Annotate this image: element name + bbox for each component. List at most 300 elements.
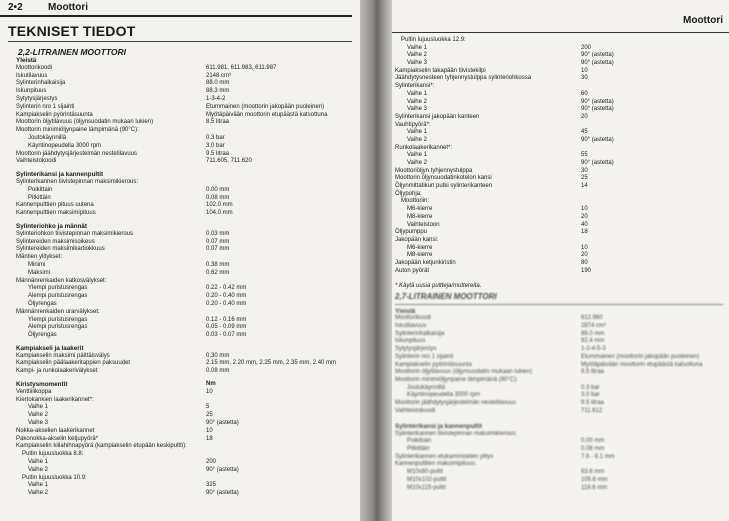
spec-label: Kampiakselin maksimi päittäisvälys bbox=[16, 352, 110, 359]
spec-label: Sylinterinhalkaisija bbox=[16, 80, 66, 87]
spec-value: 10 bbox=[581, 67, 588, 74]
spec-label: Kampi- ja runkolaakerivälykset bbox=[16, 368, 98, 375]
spec-value: Etummainen (moottorin jakopään puoleinen) bbox=[581, 353, 700, 360]
spec-value: 0.08 mm bbox=[581, 446, 605, 453]
spec-row bbox=[395, 283, 725, 291]
section-heading: 2,2-LITRAINEN MOOTTORI bbox=[18, 47, 126, 57]
spec-value: 0.07 mm bbox=[206, 246, 230, 253]
spec-value: 325 bbox=[206, 482, 217, 489]
spec-value: 200 bbox=[206, 459, 217, 466]
spec-row bbox=[16, 127, 356, 135]
spec-value: 711.605, 711.620 bbox=[206, 158, 252, 165]
spec-value: 0.3 bar bbox=[581, 384, 600, 391]
spec-row bbox=[395, 45, 725, 53]
spec-row bbox=[395, 454, 725, 462]
spec-row bbox=[16, 420, 356, 428]
spec-row bbox=[16, 158, 356, 166]
spec-row bbox=[16, 231, 356, 239]
spec-row bbox=[395, 214, 725, 222]
spec-label: Vaihe 1 bbox=[28, 404, 48, 411]
spec-label: Pitkittäin bbox=[28, 194, 51, 201]
spec-row bbox=[16, 332, 356, 340]
spec-row bbox=[395, 392, 725, 400]
spec-row bbox=[16, 104, 356, 112]
spec-value: 90° (astetta) bbox=[206, 420, 239, 427]
spec-value: 0.03 mm bbox=[206, 230, 230, 237]
spec-value: 7.6 - 8.1 mm bbox=[581, 453, 615, 460]
row-spacer bbox=[395, 415, 725, 423]
spec-label: Poikittain bbox=[28, 186, 53, 193]
spec-value: 9.5 litraa bbox=[206, 150, 230, 157]
spec-value: 90° (astetta) bbox=[581, 106, 614, 113]
spec-row bbox=[16, 397, 356, 405]
row-spacer bbox=[395, 275, 725, 283]
spec-label: Iskutilavuus bbox=[395, 323, 427, 330]
spec-value: 90° (astetta) bbox=[581, 60, 614, 67]
spec-label: Vaihe 3 bbox=[407, 60, 427, 67]
spec-label: Vaihe 2 bbox=[28, 490, 48, 497]
spec-row bbox=[395, 183, 725, 191]
spec-row bbox=[395, 137, 725, 145]
section-rule-2 bbox=[395, 304, 723, 305]
torque-list bbox=[395, 37, 725, 291]
spec-value: 104.0 mm bbox=[206, 210, 233, 217]
spec-row bbox=[16, 389, 356, 397]
spec-label: Kampiakselin pyörintäsuunta bbox=[16, 111, 93, 118]
right-page bbox=[392, 0, 729, 521]
spec-row bbox=[395, 377, 725, 385]
spec-label: Moottorin jäähdytysjärjestelmän nestetilavuus bbox=[395, 399, 517, 406]
spec-row bbox=[395, 315, 725, 323]
spec-value: 711.612 bbox=[581, 407, 603, 414]
spec-label: Kampiakselin pyörintäsuunta bbox=[395, 361, 472, 368]
spec-value: 30 bbox=[581, 75, 588, 82]
spec-label: Vaihteistokoodi bbox=[16, 158, 57, 165]
subsection-heading bbox=[16, 381, 356, 389]
spec-value: 92.4 mm bbox=[581, 338, 605, 345]
subsection-heading bbox=[395, 423, 725, 431]
spec-label: Maksimi bbox=[28, 269, 50, 276]
spec-row bbox=[16, 360, 356, 368]
spec-value: 2.15 mm, 2.20 mm, 2.25 mm, 2.35 mm, 2.40 mm bbox=[206, 360, 337, 367]
spec-label: Pultin lujuusluokka 12.9: bbox=[401, 37, 466, 43]
spec-row bbox=[16, 270, 356, 278]
spec-label: Öljyrengas bbox=[28, 332, 57, 339]
spec-row bbox=[16, 490, 356, 498]
spec-list bbox=[16, 57, 356, 498]
spec-row bbox=[16, 309, 356, 317]
spec-label: Iskutilavuus bbox=[16, 72, 48, 79]
unit-header: Nm bbox=[206, 381, 216, 388]
spec-label: Vauhtipyörä*: bbox=[395, 121, 431, 128]
spec-row bbox=[16, 317, 356, 325]
spec-list-right bbox=[395, 37, 725, 492]
spec-label: Joutokäynnillä bbox=[28, 134, 67, 141]
chapter-title: Moottori bbox=[48, 2, 88, 13]
spec-value: 0.12 - 0.16 mm bbox=[206, 316, 247, 323]
subsection-title: Sylinteriohko ja männät bbox=[16, 222, 88, 230]
spec-row bbox=[16, 353, 356, 361]
spec-label: Kampiakselin kiilahihnapyörä (kampiakselin etupään keskipultti): bbox=[16, 443, 187, 450]
spec-row bbox=[16, 262, 356, 270]
spec-row bbox=[395, 198, 725, 206]
spec-value: Myötäpäivään moottorin etupäästä katsottuna bbox=[206, 111, 328, 118]
spec-label: Sylinterinhalkaisija bbox=[395, 330, 445, 337]
spec-label: Öljyrengas bbox=[28, 300, 57, 307]
spec-value: 2874 cm³ bbox=[581, 323, 607, 330]
spec-value: 55 bbox=[581, 152, 588, 159]
spec-label: Ylempi puristusrengas bbox=[28, 316, 88, 323]
spec-row bbox=[16, 404, 356, 412]
spec-row bbox=[395, 469, 725, 477]
spec-label: Moottorin öljynsuodatinkotelon kansi bbox=[395, 175, 492, 182]
spec-label: Sylinterin nro 1 sijainti bbox=[395, 353, 454, 360]
spec-label: Kampiakselin takapään tiivistekilpi bbox=[395, 67, 486, 74]
spec-label: Moottorin minimiöljynpaine lämpimänä (90°C): bbox=[395, 376, 518, 383]
spec-label: Vaihe 2 bbox=[407, 136, 427, 143]
spec-label: Sylinterikansi*: bbox=[395, 83, 435, 90]
spec-label: Jakopään kansi: bbox=[395, 236, 439, 243]
spec-label: Moottorikoodi bbox=[395, 315, 432, 322]
spec-value: 190 bbox=[581, 267, 592, 274]
spec-label: Alempi puristusrengas bbox=[28, 293, 88, 300]
spec-row bbox=[395, 206, 725, 214]
spec-label: Kiertokankien laakerikannet*: bbox=[16, 396, 94, 403]
spec-value: Etummainen (moottorin jakopään puoleinen) bbox=[206, 103, 325, 110]
spec-row bbox=[395, 168, 725, 176]
spec-value: 0.03 - 0.07 mm bbox=[206, 332, 247, 339]
spec-row bbox=[395, 438, 725, 446]
spec-row bbox=[16, 80, 356, 88]
spec-label: Ylempi puristusrengas bbox=[28, 285, 88, 292]
spec-row bbox=[16, 285, 356, 293]
spec-row bbox=[395, 83, 725, 91]
spec-row bbox=[395, 122, 725, 130]
spec-label: Iskunpituus bbox=[16, 88, 47, 95]
subsection-heading bbox=[16, 57, 356, 65]
spec-label: Moottoriöljyn tyhjennystulppa bbox=[395, 167, 473, 174]
spec-row bbox=[395, 106, 725, 114]
spec-value: 9.5 litraa bbox=[581, 399, 605, 406]
spec-value: 40 bbox=[581, 221, 588, 228]
spec-label: Sylinterikansi jakopään kanteen bbox=[395, 113, 480, 120]
spec-label: Pitkittäin bbox=[407, 446, 430, 453]
spec-value: 5 bbox=[206, 404, 210, 411]
subsection-heading bbox=[16, 223, 356, 231]
spec-row bbox=[395, 99, 725, 107]
spec-label: Runkolaakerikannet*: bbox=[395, 144, 453, 151]
spec-label: Käyntinopeudella 3000 rpm bbox=[407, 392, 481, 399]
spec-label: M6-kierre bbox=[407, 206, 433, 213]
spec-value: 0.00 mm bbox=[581, 438, 605, 445]
spec-row bbox=[395, 431, 725, 439]
spec-value: 0.08 mm bbox=[206, 194, 230, 201]
spec-value: 90° (astetta) bbox=[206, 466, 239, 473]
spec-row bbox=[395, 338, 725, 346]
spec-row bbox=[395, 362, 725, 370]
spec-row bbox=[16, 436, 356, 444]
spec-label: Vaihe 3 bbox=[407, 106, 427, 113]
spec-value: 1-2-4-5-3 bbox=[581, 346, 606, 353]
spec-row bbox=[395, 323, 725, 331]
spec-row bbox=[16, 412, 356, 420]
spec-label: Öljynmittatikun putki sylinterikanteen bbox=[395, 183, 493, 190]
title-rule bbox=[8, 41, 352, 42]
book-gutter bbox=[360, 0, 394, 521]
spec-value: 20 bbox=[581, 252, 588, 259]
spec-row bbox=[395, 114, 725, 122]
spec-row bbox=[16, 239, 356, 247]
spec-label: Moottorin öljytilavuus (öljynsuodatin mukaan lukien) bbox=[16, 119, 154, 126]
spec-label: Poikittain bbox=[407, 438, 432, 445]
spec-row bbox=[395, 245, 725, 253]
spec-value: 8.5 litraa bbox=[206, 119, 230, 126]
spec-value: 20 bbox=[581, 213, 588, 220]
spec-value: 90° (astetta) bbox=[581, 98, 614, 105]
spec-row bbox=[16, 467, 356, 475]
spec-value: 18 bbox=[206, 435, 213, 442]
spec-label: Sylinteriohkon tiivistepinnan maksimikierous bbox=[16, 230, 134, 237]
spec-value: 0.20 - 0.40 mm bbox=[206, 300, 247, 307]
spec-label: Moottoriin: bbox=[401, 198, 430, 205]
spec-row bbox=[16, 443, 356, 451]
spec-label: Vaihe 1 bbox=[407, 90, 427, 97]
spec-value: 0.22 - 0.42 mm bbox=[206, 285, 247, 292]
spec-row bbox=[395, 60, 725, 68]
spec-row bbox=[16, 143, 356, 151]
spec-value: 9.5 litraa bbox=[581, 369, 605, 376]
spec-value: 0.05 - 0.09 mm bbox=[206, 324, 247, 331]
spec-row bbox=[395, 461, 725, 469]
spec-value: 80 bbox=[581, 259, 588, 266]
spec-label: Vaihe 1 bbox=[28, 459, 48, 466]
spec-value: 0.3 bar bbox=[206, 134, 225, 141]
spec-row bbox=[16, 119, 356, 127]
spec-label: Joutokäynnillä bbox=[407, 384, 446, 391]
spec-label: Jäähdytysnesteen tyhjennystulppa sylinteriohkossa bbox=[395, 75, 532, 82]
spec-value: 0.38 mm bbox=[206, 261, 230, 268]
page-header bbox=[0, 2, 352, 17]
spec-value: 45 bbox=[581, 129, 588, 136]
spec-row bbox=[395, 485, 725, 493]
spec-row bbox=[16, 179, 356, 187]
spec-label: Vaihteistokoodi bbox=[395, 407, 436, 414]
spec-row bbox=[16, 451, 356, 459]
section-heading-2: 2,7-LITRAINEN MOOTTORI bbox=[395, 291, 497, 301]
spec-value: 90° (astetta) bbox=[581, 136, 614, 143]
spec-label: Käyntinopeudella 3000 rpm bbox=[28, 142, 102, 149]
spec-value: 88.0 mm bbox=[206, 80, 230, 87]
spec-label: M8-kierre bbox=[407, 252, 433, 259]
page-header-right bbox=[392, 10, 729, 33]
spec-row bbox=[16, 210, 356, 218]
subsection-heading bbox=[395, 308, 725, 316]
spec-row bbox=[395, 68, 725, 76]
spec-row bbox=[16, 482, 356, 490]
spec-value: 3.0 bar bbox=[581, 392, 600, 399]
spec-row bbox=[16, 96, 356, 104]
spec-label: Vaihe 2 bbox=[28, 412, 48, 419]
spec-row bbox=[395, 91, 725, 99]
spec-row bbox=[395, 229, 725, 237]
spec-label: Moottorin öljytilavuus (öljynsuodatin mukaan lukien) bbox=[395, 369, 533, 376]
spec-row bbox=[395, 408, 725, 416]
subsection-title: Yleistä bbox=[395, 307, 416, 315]
spec-value: 60 bbox=[581, 90, 588, 97]
spec-row bbox=[395, 369, 725, 377]
spec-label: Pultin lujuusluokka 10.9: bbox=[22, 474, 87, 481]
spec-label: Sylinterikannen tiivistepinnan maksimikierous: bbox=[395, 430, 518, 437]
spec-label: Iskunpituus bbox=[395, 338, 426, 345]
spec-label: Kannenpulttien maksimipituus bbox=[16, 210, 96, 217]
spec-value: 0.20 - 0.40 mm bbox=[206, 293, 247, 300]
spec-label: Sylinterikannen etukammioiden ylitys bbox=[395, 453, 494, 460]
spec-row bbox=[395, 346, 725, 354]
spec-label: Sylintereiden maksimikartiokkuus bbox=[16, 246, 105, 253]
spec-value: 83.6 mm bbox=[581, 469, 605, 476]
spec-label: Jakopään ketjunkiristin bbox=[395, 259, 456, 266]
footnote: * Käytä uusia pultteja/muttereita. bbox=[395, 283, 482, 289]
spec-label: Minimi bbox=[28, 261, 46, 268]
spec-value: 611.981, 611.983, 611.987 bbox=[206, 64, 277, 71]
spec-row bbox=[16, 246, 356, 254]
spec-row bbox=[395, 331, 725, 339]
subsection-title: Kiristysmomentit bbox=[16, 381, 68, 389]
spec-label: Sylinterikannen tiivistepinnan maksimikierous: bbox=[16, 178, 139, 185]
spec-label: Männänrenkaiden urarvälykset: bbox=[16, 308, 100, 315]
spec-row bbox=[16, 135, 356, 143]
spec-label: Pakonokka-akselin ketjupyörä* bbox=[16, 435, 99, 442]
spec-row bbox=[395, 160, 725, 168]
spec-label: Pultin lujuusluokka 8.8: bbox=[22, 451, 84, 458]
spec-list-2 bbox=[395, 308, 725, 493]
spec-label: Sylinterin nro 1 sijainti bbox=[16, 103, 75, 110]
spec-label: Mäntien ylitykset: bbox=[16, 254, 63, 261]
spec-row bbox=[395, 191, 725, 199]
spec-row bbox=[395, 75, 725, 83]
spec-label: Vaihe 1 bbox=[407, 44, 427, 51]
spec-row bbox=[16, 195, 356, 203]
spec-row bbox=[395, 268, 725, 276]
spec-row bbox=[395, 175, 725, 183]
spec-row bbox=[395, 400, 725, 408]
spec-row bbox=[395, 446, 725, 454]
spec-row bbox=[16, 202, 356, 210]
spec-value: 10 bbox=[581, 206, 588, 213]
spec-row bbox=[16, 73, 356, 81]
spec-value: 200 bbox=[581, 44, 592, 51]
subsection-title: Sylinterikansi ja kannenpultit bbox=[16, 171, 104, 179]
spec-value: Myötäpäivään moottorin etupäästä katsottuna bbox=[581, 361, 703, 368]
spec-value: 0.00 mm bbox=[206, 186, 230, 193]
spec-label: Sylintereiden maksimisoikeus bbox=[16, 238, 95, 245]
spec-label: Männänrenkaiden katkosvälykset: bbox=[16, 277, 107, 284]
page-title: TEKNISET TIEDOT bbox=[8, 23, 136, 39]
spec-value: 3.0 bar bbox=[206, 142, 225, 149]
spec-row bbox=[16, 187, 356, 195]
spec-row bbox=[16, 301, 356, 309]
spec-row bbox=[16, 112, 356, 120]
spec-label: M10x80-pultit bbox=[407, 469, 444, 476]
spec-value: 14 bbox=[581, 183, 588, 190]
spec-label: Öljypohja: bbox=[395, 190, 422, 197]
spec-row bbox=[16, 459, 356, 467]
spec-row bbox=[395, 252, 725, 260]
spec-row bbox=[395, 354, 725, 362]
subsection-title: Yleistä bbox=[16, 57, 37, 64]
spec-value: 0.62 mm bbox=[206, 269, 230, 276]
spec-label: Kampiakselin päälaakeritappien paksuudet bbox=[16, 360, 131, 367]
spec-row bbox=[395, 37, 725, 45]
spec-row bbox=[395, 237, 725, 245]
subsection-title: Sylinterikansi ja kannenpultit bbox=[395, 423, 483, 430]
spec-row bbox=[395, 260, 725, 268]
spec-label: Kannenpulttien maksimipituus: bbox=[395, 461, 477, 468]
spec-row bbox=[16, 293, 356, 301]
spec-label: M6-kierre bbox=[407, 244, 433, 251]
spec-value: 25 bbox=[581, 175, 588, 182]
spec-value: 25 bbox=[206, 412, 213, 419]
spec-row bbox=[16, 65, 356, 73]
spec-row bbox=[16, 475, 356, 483]
spec-row bbox=[16, 368, 356, 376]
spec-row bbox=[395, 477, 725, 485]
spec-label: Venttiilikoppa bbox=[16, 388, 52, 395]
spec-value: 102.0 mm bbox=[206, 202, 233, 209]
spec-value: 0.07 mm bbox=[206, 238, 230, 245]
spec-row bbox=[395, 385, 725, 393]
spec-label: Vaihe 1 bbox=[407, 129, 427, 136]
spec-label: Vaihteistoon bbox=[407, 221, 440, 228]
spec-label: Vaihe 1 bbox=[407, 152, 427, 159]
spec-label: Nokka-akselien laakerikannet bbox=[16, 427, 95, 434]
spec-label: Vaihe 2 bbox=[407, 98, 427, 105]
spec-value: 612.960 bbox=[581, 315, 603, 322]
spec-value: 89.0 mm bbox=[581, 330, 605, 337]
spec-row bbox=[16, 88, 356, 96]
spec-value: 90° (astetta) bbox=[581, 52, 614, 59]
spec-value: 0.30 mm bbox=[206, 352, 230, 359]
spec-value: 18 bbox=[581, 229, 588, 236]
spec-label: Vaihe 2 bbox=[28, 466, 48, 473]
spec-label: Moottorikoodi bbox=[16, 64, 53, 71]
spec-value: 118.6 mm bbox=[581, 484, 608, 491]
spec-row bbox=[395, 52, 725, 60]
spec-label: Moottorin minimiöljynpaine lämpimänä (90°C): bbox=[16, 127, 139, 134]
spec-label: Kannenpulttien pituus uutena bbox=[16, 202, 94, 209]
spec-value: 20 bbox=[581, 113, 588, 120]
spec-label: Alempi puristusrengas bbox=[28, 324, 88, 331]
spec-value: 2148 cm³ bbox=[206, 72, 232, 79]
spec-label: Sytytysjärjestys bbox=[16, 95, 58, 102]
spec-label: Vaihe 1 bbox=[28, 482, 48, 489]
spec-label: Vaihe 2 bbox=[407, 160, 427, 166]
spec-value: 30 bbox=[581, 167, 588, 174]
spec-row bbox=[395, 145, 725, 153]
chapter-title-right: Moottori bbox=[683, 15, 723, 26]
spec-value: 10 bbox=[206, 388, 213, 395]
spec-label: M10x115-pultit bbox=[407, 484, 446, 491]
page-number: 2•2 bbox=[8, 2, 23, 13]
spec-label: Moottorin jäähdytysjärjestelmän nestetilavuus bbox=[16, 150, 138, 157]
spec-value: 0.08 mm bbox=[206, 368, 230, 375]
spec-row bbox=[16, 324, 356, 332]
spec-label: Vaihe 3 bbox=[28, 420, 48, 427]
spec-value: 10 bbox=[581, 244, 588, 251]
spec-row bbox=[16, 151, 356, 159]
spec-label: Sytytysjärjestys bbox=[395, 346, 437, 353]
subsection-heading bbox=[16, 345, 356, 353]
